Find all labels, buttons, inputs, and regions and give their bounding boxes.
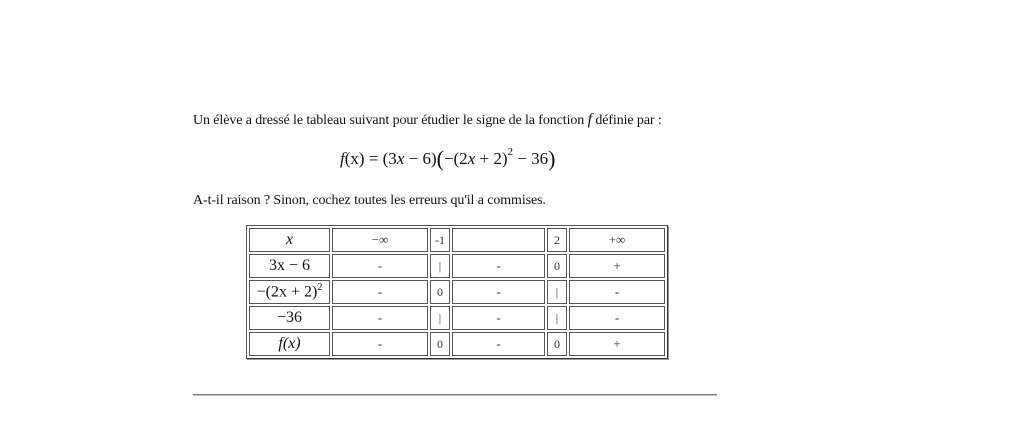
sign-cell: + (569, 332, 665, 356)
table-row (249, 254, 665, 278)
table-row (249, 332, 665, 356)
formula-lhs: f (340, 149, 345, 168)
header-plus-infinity: +∞ (569, 228, 665, 252)
table-row (249, 280, 665, 304)
header-minus-infinity: −∞ (332, 228, 428, 252)
formula-close-paren: ) (548, 146, 556, 171)
sign-cell: - (332, 306, 428, 330)
horizontal-divider (193, 394, 717, 396)
sign-cell: - (452, 306, 545, 330)
row-label-fx (249, 332, 330, 356)
formula-x1: x (396, 149, 405, 168)
sign-table (246, 225, 668, 359)
sign-cell: 0 (430, 332, 450, 356)
formula-mid1: − 6) (404, 149, 437, 168)
sign-cell: 0 (547, 254, 567, 278)
sign-cell: 0 (547, 332, 567, 356)
row-label-square-text: −(2x + 2) (256, 283, 318, 301)
formula-exponent: 2 (507, 146, 513, 159)
sign-cell: | (547, 306, 567, 330)
sign-cell: | (430, 306, 450, 330)
sign-cell: | (430, 254, 450, 278)
intro-sentence-end: définie par : (595, 113, 662, 128)
header-root-2: 2 (547, 228, 567, 252)
function-name: f (587, 111, 592, 128)
header-x-cell (249, 228, 330, 252)
formula-lhs-arg: (x) = (3 (344, 149, 397, 168)
formula-x2: x (467, 149, 476, 168)
row-label-3x-6: 3x − 6 (249, 254, 330, 278)
header-root-1: -1 (430, 228, 450, 252)
row-label-square (249, 280, 330, 304)
sign-cell: - (569, 280, 665, 304)
formula-open-paren: ( (436, 146, 444, 171)
header-x-label: x (285, 231, 294, 248)
sign-cell: - (569, 306, 665, 330)
header-gap (452, 228, 545, 252)
row-label-exponent: 2 (317, 282, 323, 294)
sign-cell: - (332, 332, 428, 356)
sign-cell: - (332, 254, 428, 278)
sign-cell: - (452, 280, 545, 304)
table-row (249, 306, 665, 330)
formula-part2: −(2 (443, 149, 468, 168)
table-header-row (249, 228, 665, 252)
formula-part3: + 2) (475, 149, 508, 168)
row-label-constant: −36 (249, 306, 330, 330)
sign-cell: + (569, 254, 665, 278)
sign-cell: | (547, 280, 567, 304)
sign-cell: - (452, 332, 545, 356)
function-formula (340, 144, 555, 170)
row-label-fx-text: f(x) (278, 335, 301, 352)
question-text: A-t-il raison ? Sinon, cochez toutes les erreurs qu'il a commises. (193, 193, 546, 208)
intro-text (193, 111, 662, 129)
sign-cell: - (452, 254, 545, 278)
sign-cell: - (332, 280, 428, 304)
sign-cell: 0 (430, 280, 450, 304)
intro-sentence: Un élève a dressé le tableau suivant pour étudier le signe de la fonction (193, 113, 585, 128)
formula-part4: − 36 (512, 149, 549, 168)
